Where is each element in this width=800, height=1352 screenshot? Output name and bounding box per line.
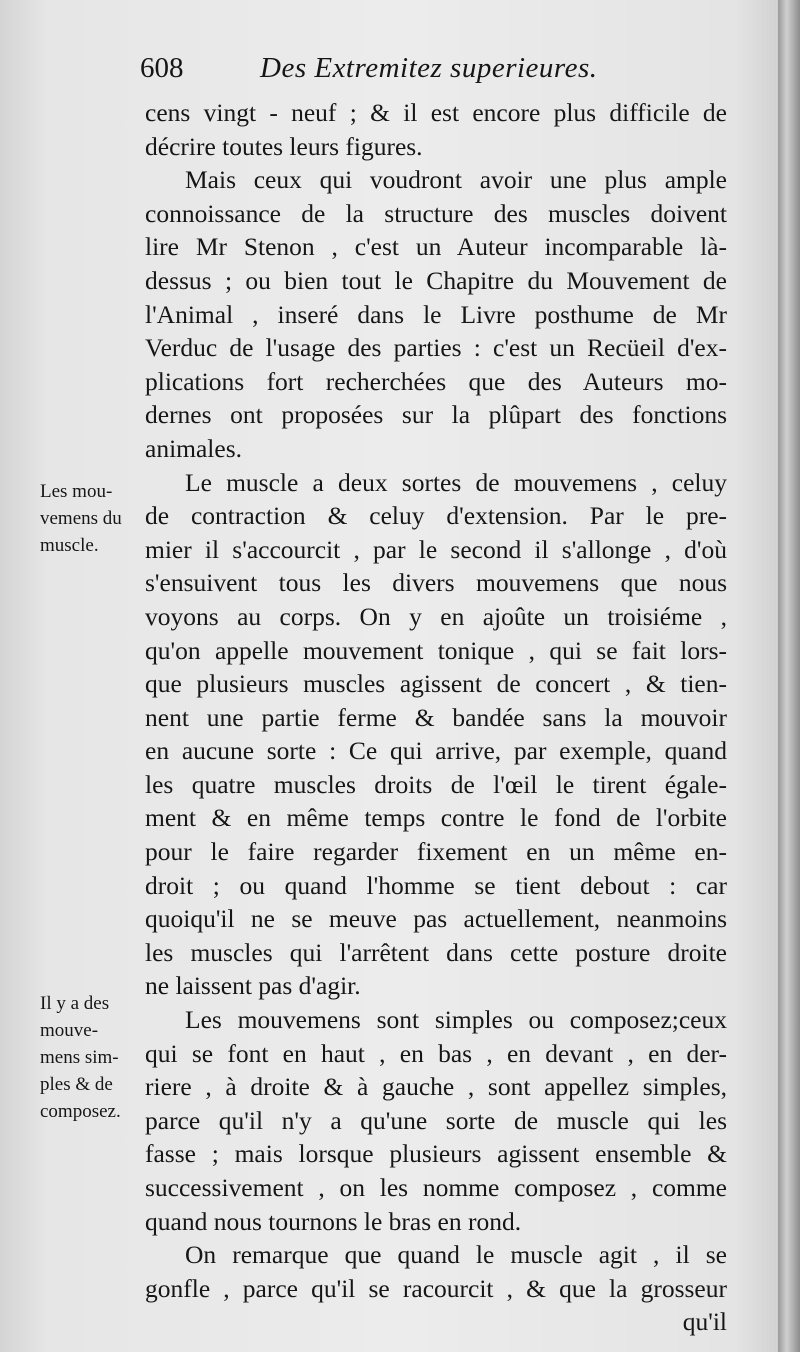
text-line: dernes ont proposées sur la plûpart des fonctions <box>145 400 727 430</box>
text-line: Le muscle a deux sortes de mouvemens , celuy <box>185 467 727 497</box>
text-line: droit ; ou quand l'homme se tient debout : car <box>145 870 727 900</box>
text-line: l'Animal , inseré dans le Livre posthume de Mr <box>145 299 727 329</box>
text-line: quoiqu'il ne se meuve pas actuellement, neanmoins <box>145 904 727 934</box>
text-line: animales. <box>145 433 243 463</box>
margin-note-line: muscle. <box>40 535 99 556</box>
text-line: Verduc de l'usage des parties : c'est un Recüeil d'ex- <box>145 333 727 363</box>
text-line: ment & en même temps contre le fond de l'orbite <box>145 803 727 833</box>
margin-note-line: mouve- <box>40 1020 99 1041</box>
text-line: fasse ; mais lorsque plusieurs agissent ensemble & <box>145 1139 727 1169</box>
text-line: On remarque que quand le muscle agit , il se <box>185 1240 727 1270</box>
text-line: s'ensuivent tous les divers mouvemens que nous <box>145 568 727 598</box>
text-line: pour le faire regarder fixement en un même en- <box>145 837 727 867</box>
text-line: gonfle , parce qu'il se racourcit , & que la grosseur <box>145 1273 727 1303</box>
text-line: parce qu'il n'y a qu'une sorte de muscle qui les <box>145 1105 727 1135</box>
text-line: quand nous tournons le bras en rond. <box>145 1206 522 1236</box>
text-line: de contraction & celuy d'extension. Par le pre- <box>145 501 727 531</box>
text-line: en aucune sorte : Ce qui arrive, par exemple, quand <box>145 736 727 766</box>
margin-note-line: Il y a des <box>40 993 110 1014</box>
running-title: Des Extremitez superieures. <box>260 52 598 84</box>
margin-note-line: composez. <box>40 1101 121 1122</box>
margin-note <box>40 990 150 1125</box>
margin-note-line: Les mou- <box>40 481 113 502</box>
margin-note-line: ples & de <box>40 1074 113 1095</box>
text-line: Les mouvemens sont simples ou composez;ceux <box>185 1005 727 1035</box>
body-text <box>145 96 727 1339</box>
margin-note <box>40 478 150 559</box>
text-line: les muscles qui l'arrêtent dans cette posture droite <box>145 937 727 967</box>
text-line: qu'il <box>682 1307 727 1337</box>
text-line: lire Mr Stenon , c'est un Auteur incomparable là- <box>145 232 727 262</box>
text-line: les quatre muscles droits de l'œil le tirent égale- <box>145 769 727 799</box>
text-line: mier il s'accourcit , par le second il s'allonge , d'où <box>145 534 727 564</box>
page-header <box>140 52 725 92</box>
text-line: riere , à droite & à gauche , sont appellez simples, <box>145 1072 727 1102</box>
text-line: qu'on appelle mouvement tonique , qui se fait lors- <box>145 635 727 665</box>
page-edge <box>778 0 800 1352</box>
text-line: Mais ceux qui voudront avoir une plus ample <box>185 165 727 195</box>
text-line: ne laissent pas d'agir. <box>145 971 361 1001</box>
text-line: cens vingt - neuf ; & il est encore plus difficile de <box>145 98 727 127</box>
text-line: plications fort recherchées que des Auteurs mo- <box>145 366 727 396</box>
text-line: nent une partie ferme & bandée sans la mouvoir <box>145 702 727 732</box>
margin-note-line: mens sim- <box>40 1047 119 1068</box>
text-line: successivement , on les nomme composez , comme <box>145 1173 727 1202</box>
margin-note-line: vemens du <box>40 508 122 529</box>
page-number: 608 <box>140 52 184 84</box>
text-line: qui se font en haut , en bas , en devant , en der- <box>145 1038 727 1068</box>
text-line: décrire toutes leurs figures. <box>145 131 423 161</box>
text-line: connoissance de la structure des muscles doivent <box>145 198 727 228</box>
text-line: dessus ; ou bien tout le Chapitre du Mouvement de <box>145 265 727 295</box>
text-line: que plusieurs muscles agissent de concert , & tien- <box>145 669 727 699</box>
text-line: voyons au corps. On y en ajoûte un troisiéme , <box>145 601 727 631</box>
